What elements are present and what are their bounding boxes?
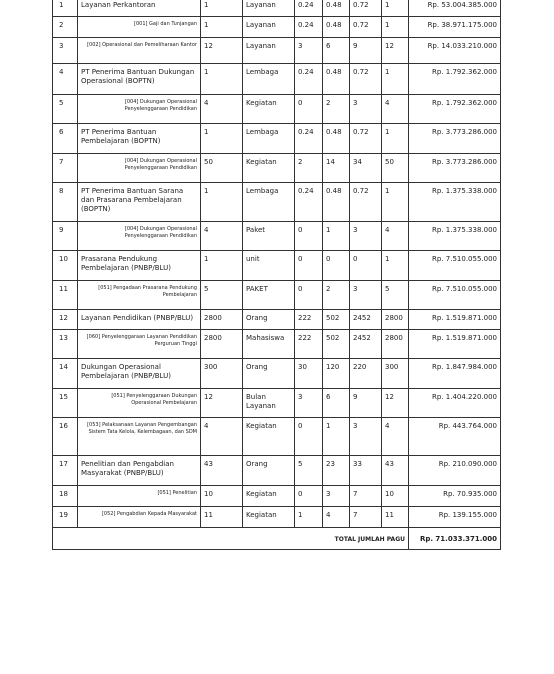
row-target-q3: 0.72 (350, 183, 382, 222)
row-target-q3: 34 (350, 154, 382, 183)
table-row (53, 154, 501, 183)
row-target-q3: 2452 (350, 310, 382, 330)
row-number: 10 (53, 251, 78, 281)
row-pagu: Rp. 1.792.362.000 (409, 95, 501, 124)
row-target-q1: 0.24 (295, 124, 323, 154)
row-target-q4: 1 (382, 64, 409, 95)
row-target-q4: 12 (382, 389, 409, 418)
row-unit: Layanan (243, 17, 295, 38)
row-target-q4: 50 (382, 154, 409, 183)
row-unit: unit (243, 251, 295, 281)
row-target-q2: 6 (323, 38, 350, 64)
row-target-q3: 0 (350, 251, 382, 281)
row-pagu: Rp. 7.510.055.000 (409, 251, 501, 281)
row-target-q4: 10 (382, 486, 409, 507)
row-number: 2 (53, 17, 78, 38)
row-target-q3: 0.72 (350, 124, 382, 154)
row-name: Prasarana Pendukung Pembelajaran (PNBP/BLU) (78, 251, 201, 281)
row-number: 11 (53, 281, 78, 310)
table-row (53, 456, 501, 486)
row-volume: 4 (201, 222, 243, 251)
row-target-q3: 2452 (350, 330, 382, 359)
row-target-q4: 1 (382, 251, 409, 281)
row-target-q2: 6 (323, 389, 350, 418)
row-target-q1: 222 (295, 330, 323, 359)
row-number: 9 (53, 222, 78, 251)
table-row (53, 389, 501, 418)
table-row (53, 38, 501, 64)
table-row (53, 418, 501, 456)
row-target-q1: 0 (295, 222, 323, 251)
row-unit: Layanan (243, 0, 295, 17)
row-number: 5 (53, 95, 78, 124)
row-unit: Orang (243, 456, 295, 486)
row-target-q2: 1 (323, 222, 350, 251)
row-target-q4: 5 (382, 281, 409, 310)
row-target-q4: 4 (382, 95, 409, 124)
row-target-q3: 7 (350, 486, 382, 507)
row-pagu: Rp. 1.847.984.000 (409, 359, 501, 389)
row-volume: 11 (201, 507, 243, 528)
row-unit: Kegiatan (243, 507, 295, 528)
row-target-q4: 300 (382, 359, 409, 389)
table-row (53, 486, 501, 507)
row-pagu: Rp. 1.792.362.000 (409, 64, 501, 95)
table-row (53, 64, 501, 95)
row-volume: 5 (201, 281, 243, 310)
row-pagu: Rp. 1.375.338.000 (409, 183, 501, 222)
row-pagu: Rp. 1.519.871.000 (409, 310, 501, 330)
row-volume: 2800 (201, 330, 243, 359)
row-name: [060] Penyelenggaraan Layanan Pendidikan Perguruan Tinggi (78, 330, 201, 359)
row-target-q4: 1 (382, 124, 409, 154)
row-number: 17 (53, 456, 78, 486)
total-label: TOTAL JUMLAH PAGU (53, 528, 409, 550)
table-row (53, 95, 501, 124)
row-unit: Mahasiswa (243, 330, 295, 359)
row-volume: 1 (201, 124, 243, 154)
row-target-q2: 502 (323, 310, 350, 330)
row-unit: Paket (243, 222, 295, 251)
row-name: [051] Pengadaan Prasarana Pendukung Pembelajaran (78, 281, 201, 310)
row-pagu: Rp. 7.510.055.000 (409, 281, 501, 310)
table-row (53, 507, 501, 528)
row-target-q3: 7 (350, 507, 382, 528)
row-unit: Lembaga (243, 183, 295, 222)
row-name: [004] Dukungan Operasional Penyelenggaraan Pendidikan (78, 95, 201, 124)
table-row (53, 251, 501, 281)
row-target-q4: 4 (382, 418, 409, 456)
row-name: [004] Dukungan Operasional Penyelenggaraan Pendidikan (78, 154, 201, 183)
row-target-q1: 5 (295, 456, 323, 486)
row-target-q3: 3 (350, 222, 382, 251)
table-body (53, 0, 501, 528)
row-volume: 12 (201, 389, 243, 418)
row-target-q2: 2 (323, 95, 350, 124)
row-target-q2: 23 (323, 456, 350, 486)
row-number: 18 (53, 486, 78, 507)
table-row (53, 0, 501, 17)
row-target-q3: 220 (350, 359, 382, 389)
row-target-q2: 120 (323, 359, 350, 389)
row-number: 3 (53, 38, 78, 64)
row-number: 1 (53, 0, 78, 17)
row-pagu: Rp. 3.773.286.000 (409, 154, 501, 183)
row-target-q3: 0.72 (350, 0, 382, 17)
row-number: 13 (53, 330, 78, 359)
row-unit: Orang (243, 359, 295, 389)
row-target-q1: 0.24 (295, 0, 323, 17)
row-unit: Bulan Layanan (243, 389, 295, 418)
row-number: 8 (53, 183, 78, 222)
total-value: Rp. 71.033.371.000 (409, 528, 501, 550)
row-target-q4: 11 (382, 507, 409, 528)
row-pagu: Rp. 1.375.338.000 (409, 222, 501, 251)
row-target-q3: 0.72 (350, 17, 382, 38)
row-target-q1: 0.24 (295, 183, 323, 222)
row-unit: Kegiatan (243, 486, 295, 507)
row-unit: Kegiatan (243, 154, 295, 183)
table-row (53, 330, 501, 359)
row-pagu: Rp. 443.764.000 (409, 418, 501, 456)
row-target-q1: 30 (295, 359, 323, 389)
row-target-q4: 1 (382, 183, 409, 222)
table-row (53, 359, 501, 389)
row-target-q3: 9 (350, 389, 382, 418)
row-name: PT Penerima Bantuan Pembelajaran (BOPTN) (78, 124, 201, 154)
row-target-q4: 4 (382, 222, 409, 251)
row-number: 12 (53, 310, 78, 330)
row-volume: 10 (201, 486, 243, 507)
row-target-q2: 0.48 (323, 17, 350, 38)
row-pagu: Rp. 3.773.286.000 (409, 124, 501, 154)
row-target-q1: 0 (295, 486, 323, 507)
row-volume: 1 (201, 64, 243, 95)
row-volume: 43 (201, 456, 243, 486)
table-row (53, 183, 501, 222)
row-name: Dukungan Operasional Pembelajaran (PNBP/BLU) (78, 359, 201, 389)
row-volume: 1 (201, 183, 243, 222)
row-target-q1: 0.24 (295, 17, 323, 38)
row-unit: Layanan (243, 38, 295, 64)
table-row (53, 310, 501, 330)
row-target-q2: 0.48 (323, 183, 350, 222)
row-target-q2: 0.48 (323, 124, 350, 154)
row-unit: Kegiatan (243, 418, 295, 456)
row-name: Layanan Pendidikan (PNBP/BLU) (78, 310, 201, 330)
row-unit: PAKET (243, 281, 295, 310)
row-target-q2: 14 (323, 154, 350, 183)
row-target-q3: 9 (350, 38, 382, 64)
table-row (53, 222, 501, 251)
table-row (53, 17, 501, 38)
row-volume: 4 (201, 95, 243, 124)
row-target-q3: 3 (350, 281, 382, 310)
row-target-q2: 4 (323, 507, 350, 528)
row-pagu: Rp. 1.404.220.000 (409, 389, 501, 418)
row-volume: 300 (201, 359, 243, 389)
row-number: 16 (53, 418, 78, 456)
row-name: Layanan Perkantoran (78, 0, 201, 17)
row-number: 4 (53, 64, 78, 95)
row-unit: Lembaga (243, 124, 295, 154)
row-target-q4: 12 (382, 38, 409, 64)
row-target-q3: 3 (350, 418, 382, 456)
row-name: [053] Pelaksanaan Layanan Pengembangan Sistem Tata Kelola, Kelembagaan, dan SDM (78, 418, 201, 456)
table-row (53, 124, 501, 154)
row-volume: 1 (201, 251, 243, 281)
row-target-q2: 0.48 (323, 64, 350, 95)
row-pagu: Rp. 210.090.000 (409, 456, 501, 486)
row-target-q1: 0.24 (295, 64, 323, 95)
row-target-q4: 1 (382, 17, 409, 38)
row-target-q3: 0.72 (350, 64, 382, 95)
row-target-q1: 0 (295, 281, 323, 310)
row-target-q3: 3 (350, 95, 382, 124)
row-number: 14 (53, 359, 78, 389)
row-target-q1: 222 (295, 310, 323, 330)
row-target-q1: 0 (295, 95, 323, 124)
budget-table (52, 0, 501, 550)
row-target-q4: 2800 (382, 330, 409, 359)
row-target-q2: 0.48 (323, 0, 350, 17)
row-unit: Lembaga (243, 64, 295, 95)
row-target-q4: 43 (382, 456, 409, 486)
row-number: 19 (53, 507, 78, 528)
row-pagu: Rp. 53.004.385.000 (409, 0, 501, 17)
row-pagu: Rp. 1.519.871.000 (409, 330, 501, 359)
row-target-q1: 2 (295, 154, 323, 183)
row-number: 15 (53, 389, 78, 418)
row-target-q1: 0 (295, 251, 323, 281)
row-target-q2: 3 (323, 486, 350, 507)
row-target-q1: 0 (295, 418, 323, 456)
row-volume: 4 (201, 418, 243, 456)
row-volume: 2800 (201, 310, 243, 330)
total-row (53, 528, 501, 550)
row-name: [051] Penelitian (78, 486, 201, 507)
row-pagu: Rp. 70.935.000 (409, 486, 501, 507)
row-volume: 50 (201, 154, 243, 183)
row-name: [051] Penyelenggaraan Dukungan Operasional Pembelajaran (78, 389, 201, 418)
row-name: [004] Dukungan Operasional Penyelenggaraan Pendidikan (78, 222, 201, 251)
row-pagu: Rp. 38.971.175.000 (409, 17, 501, 38)
row-name: [002] Operasional dan Pemeliharaan Kantor (78, 38, 201, 64)
row-target-q3: 33 (350, 456, 382, 486)
row-target-q1: 3 (295, 389, 323, 418)
row-pagu: Rp. 14.033.210.000 (409, 38, 501, 64)
row-target-q2: 502 (323, 330, 350, 359)
row-volume: 1 (201, 17, 243, 38)
row-target-q2: 0 (323, 251, 350, 281)
table-row (53, 281, 501, 310)
row-name: PT Penerima Bantuan Sarana dan Prasarana Pembelajaran (BOPTN) (78, 183, 201, 222)
row-target-q2: 2 (323, 281, 350, 310)
row-volume: 12 (201, 38, 243, 64)
row-number: 6 (53, 124, 78, 154)
row-name: Penelitian dan Pengabdian Masyarakat (PNBP/BLU) (78, 456, 201, 486)
row-volume: 1 (201, 0, 243, 17)
row-number: 7 (53, 154, 78, 183)
row-unit: Orang (243, 310, 295, 330)
row-target-q1: 1 (295, 507, 323, 528)
row-target-q4: 1 (382, 0, 409, 17)
row-target-q4: 2800 (382, 310, 409, 330)
row-target-q1: 3 (295, 38, 323, 64)
row-name: [001] Gaji dan Tunjangan (78, 17, 201, 38)
row-name: [052] Pengabdian Kepada Masyarakat (78, 507, 201, 528)
row-target-q2: 1 (323, 418, 350, 456)
row-name: PT Penerima Bantuan Dukungan Operasional (BOPTN) (78, 64, 201, 95)
row-unit: Kegiatan (243, 95, 295, 124)
row-pagu: Rp. 139.155.000 (409, 507, 501, 528)
